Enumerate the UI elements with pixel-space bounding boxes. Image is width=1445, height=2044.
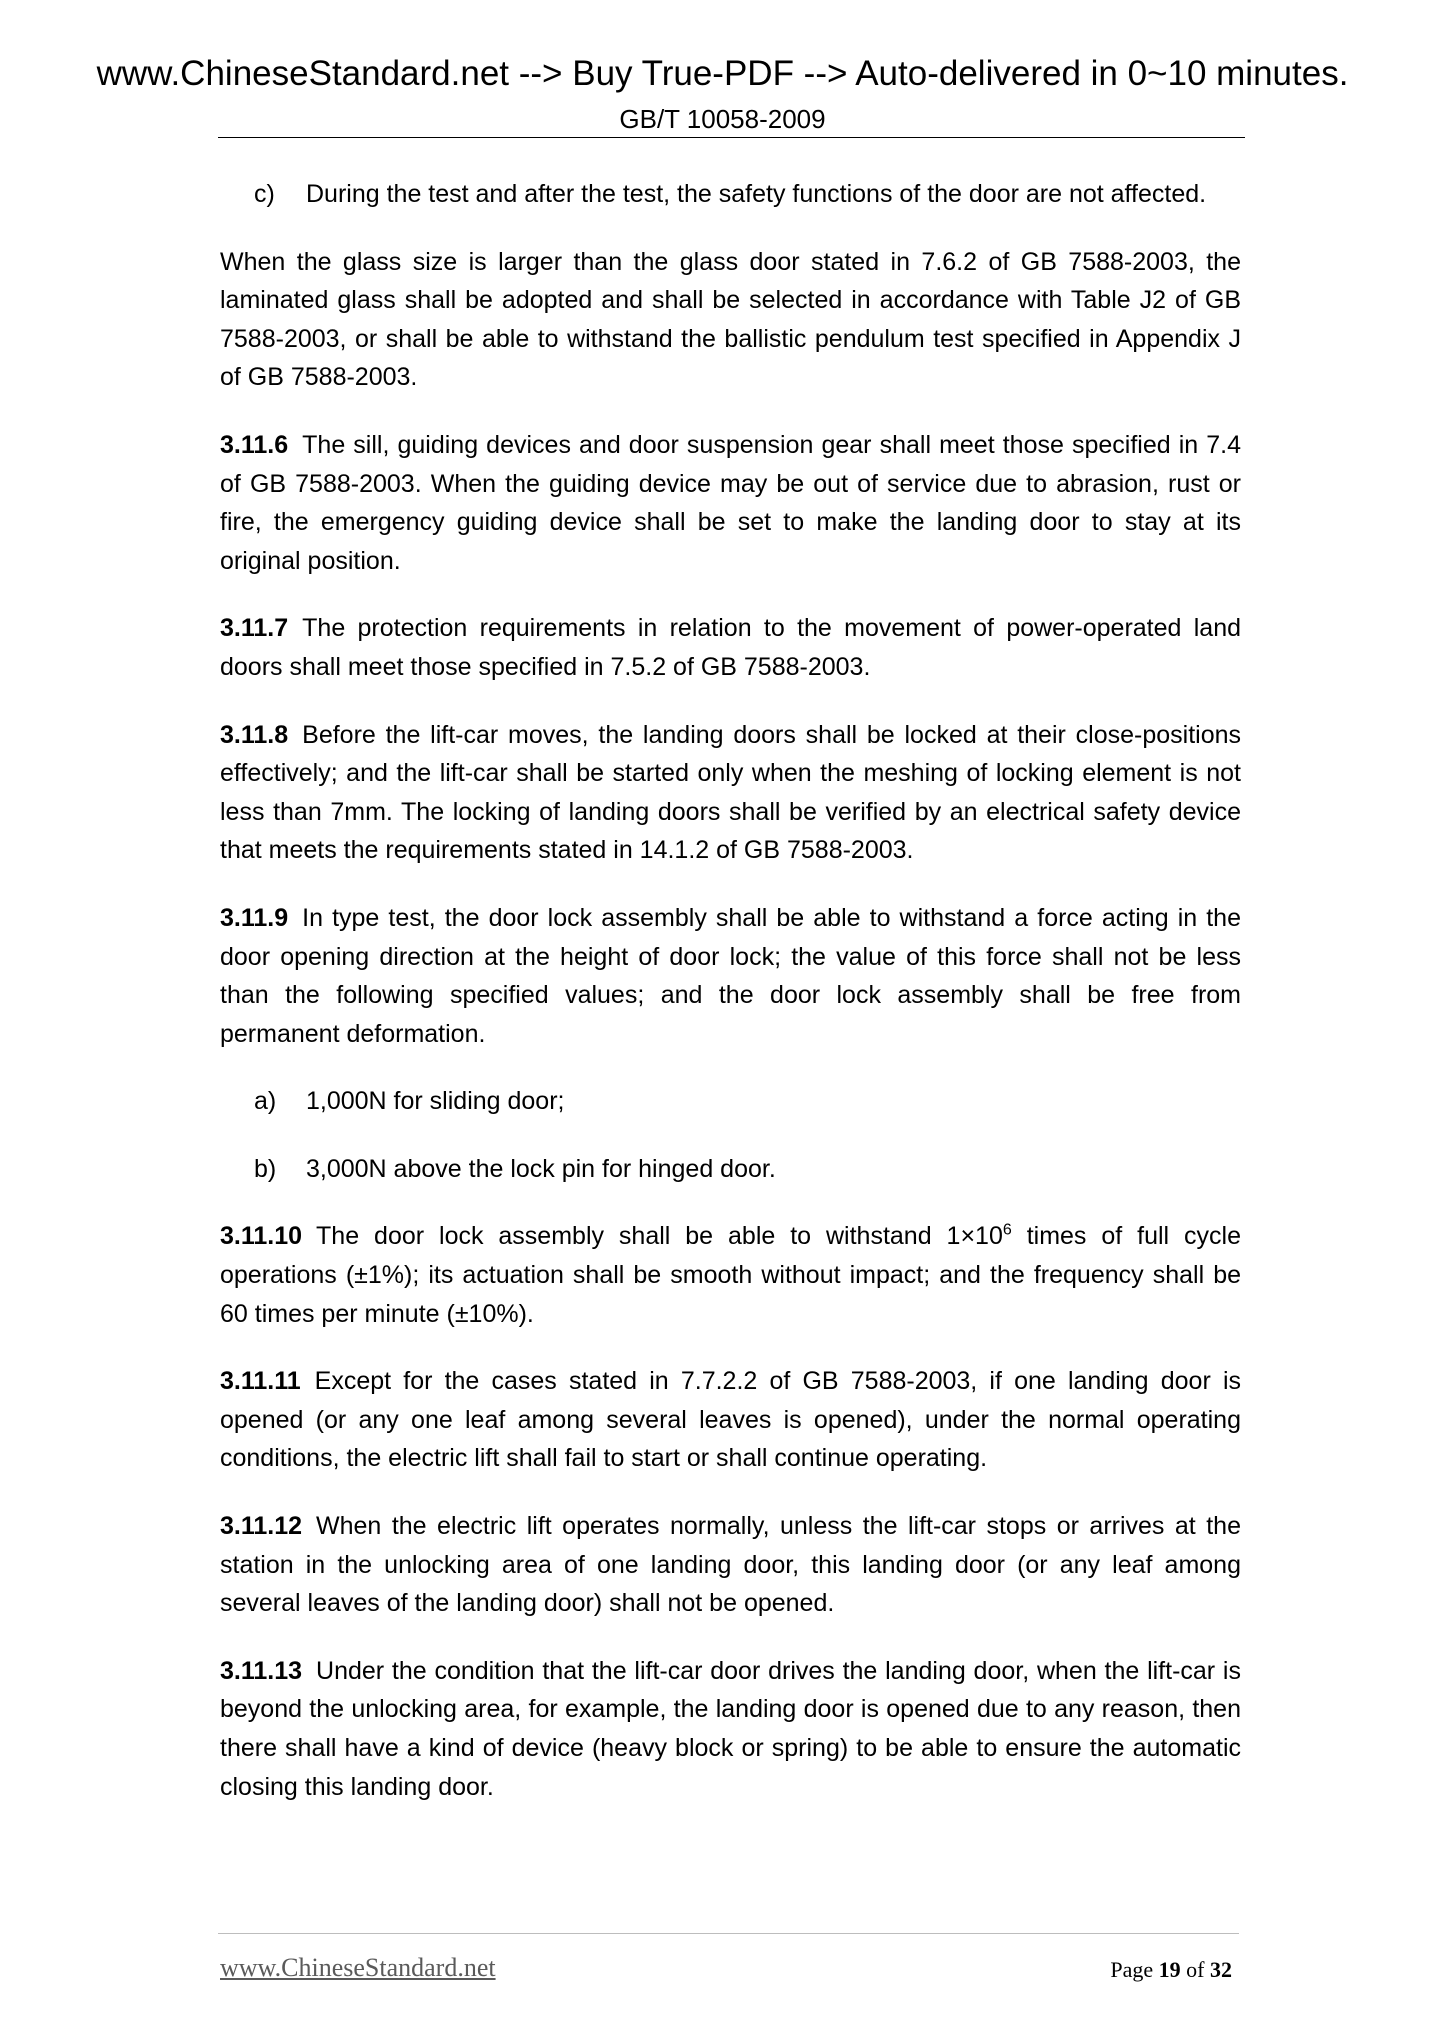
clause-text: Except for the cases stated in 7.7.2.2 of GB 7588-2003, if one landing door is opened (or any one leaf among several leaves is opened), under the normal operating conditions, the electric lift shall fail to start or shall continue operating. (220, 1367, 1241, 1473)
clause-number: 3.11.9 (220, 903, 289, 932)
clause-number: 3.11.13 (220, 1656, 303, 1685)
clause-3-11-12 (220, 1507, 1241, 1623)
clause-3-11-8 (220, 716, 1241, 870)
list-text: During the test and after the test, the safety functions of the door are not affected. (306, 180, 1207, 208)
list-marker: b) (254, 1154, 277, 1183)
document-body (220, 175, 1241, 1806)
clause-text: The sill, guiding devices and door suspension gear shall meet those specified in 7.4 of GB 7588-2003. When the guiding device may be out of service due to abrasion, rust or fire, the emergency guiding device shall be set to make the landing door to stay at its original position. (220, 430, 1241, 575)
clause-text: When the electric lift operates normally, unless the lift-car stops or arrives at the station in the unlocking area of one landing door, this landing door (or any leaf among several leaves of the landing door) shall not be opened. (220, 1512, 1241, 1618)
clause-3-11-10 (220, 1217, 1241, 1333)
clause-text-after: times of full cycle operations (±1%); its actuation shall be smooth without impact; and the frequency shall be 60 times per minute (±10%). (220, 1222, 1241, 1328)
clause-3-11-6 (220, 426, 1241, 580)
clause-number: 3.11.8 (220, 720, 289, 749)
clause-text-before: The door lock assembly shall be able to withstand 1×10 (316, 1222, 1003, 1251)
paragraph-glass: When the glass size is larger than the glass door stated in 7.6.2 of GB 7588-2003, the laminated glass shall be adopted and shall be selected in accordance with Table J2 of GB 7588-2003, or shall be able to withstand the ballistic pendulum test specified in Appendix J of GB 7588-2003. (220, 247, 1241, 392)
standard-code: GB/T 10058-2009 (619, 104, 826, 134)
clause-3-11-13 (220, 1652, 1241, 1806)
page-word: Page (1110, 1957, 1154, 1982)
clause-3-11-7 (220, 609, 1241, 686)
clause-text: The protection requirements in relation to the movement of power-operated land doors shall meet those specified in 7.5.2 of GB 7588-2003. (220, 614, 1241, 681)
list-marker: c) (254, 180, 275, 208)
list-text: 3,000N above the lock pin for hinged door. (306, 1154, 776, 1183)
clause-3-11-11 (220, 1362, 1241, 1478)
footer-divider (218, 1933, 1239, 1934)
list-marker: a) (254, 1087, 277, 1116)
page-total: 32 (1210, 1957, 1232, 1982)
list-item-c (220, 175, 1241, 214)
clause-text: In type test, the door lock assembly shall be able to withstand a force acting in the door opening direction at the height of door lock; the value of this force shall not be less than the following specified values; and the door lock assembly shall be free from permanent deformation. (220, 903, 1241, 1048)
page-of: of (1186, 1957, 1205, 1982)
exponent: 6 (1002, 1222, 1012, 1240)
list-text: 1,000N for sliding door; (306, 1087, 565, 1116)
clause-number: 3.11.10 (220, 1222, 303, 1251)
clause-number: 3.11.12 (220, 1512, 303, 1541)
page-current: 19 (1158, 1957, 1181, 1982)
page-number (1110, 1957, 1232, 1983)
clause-text: Under the condition that the lift-car door drives the landing door, when the lift-car is beyond the unlocking area, for example, the landing door is opened due to any reason, then there shall have a kind of device (heavy block or spring) to be able to ensure the automatic closing this landing door. (220, 1656, 1241, 1801)
header-banner: www.ChineseStandard.net --> Buy True-PDF --> Auto-delivered in 0~10 minutes. (96, 54, 1349, 93)
clause-number: 3.11.7 (220, 614, 289, 643)
clause-number: 3.11.6 (220, 430, 289, 459)
footer-site-link[interactable]: www.ChineseStandard.net (220, 1953, 496, 1982)
clause-text: Before the lift-car moves, the landing doors shall be locked at their close-positions effectively; and the lift-car shall be started only when the meshing of locking element is not less than 7mm. The locking of landing doors shall be verified by an electrical safety device that meets the requirements stated in 14.1.2 of GB 7588-2003. (220, 720, 1241, 865)
clause-number: 3.11.11 (220, 1367, 301, 1396)
clause-3-11-9 (220, 899, 1241, 1053)
list-item-a (220, 1082, 1241, 1121)
header-divider (218, 137, 1245, 138)
list-item-b (220, 1150, 1241, 1189)
